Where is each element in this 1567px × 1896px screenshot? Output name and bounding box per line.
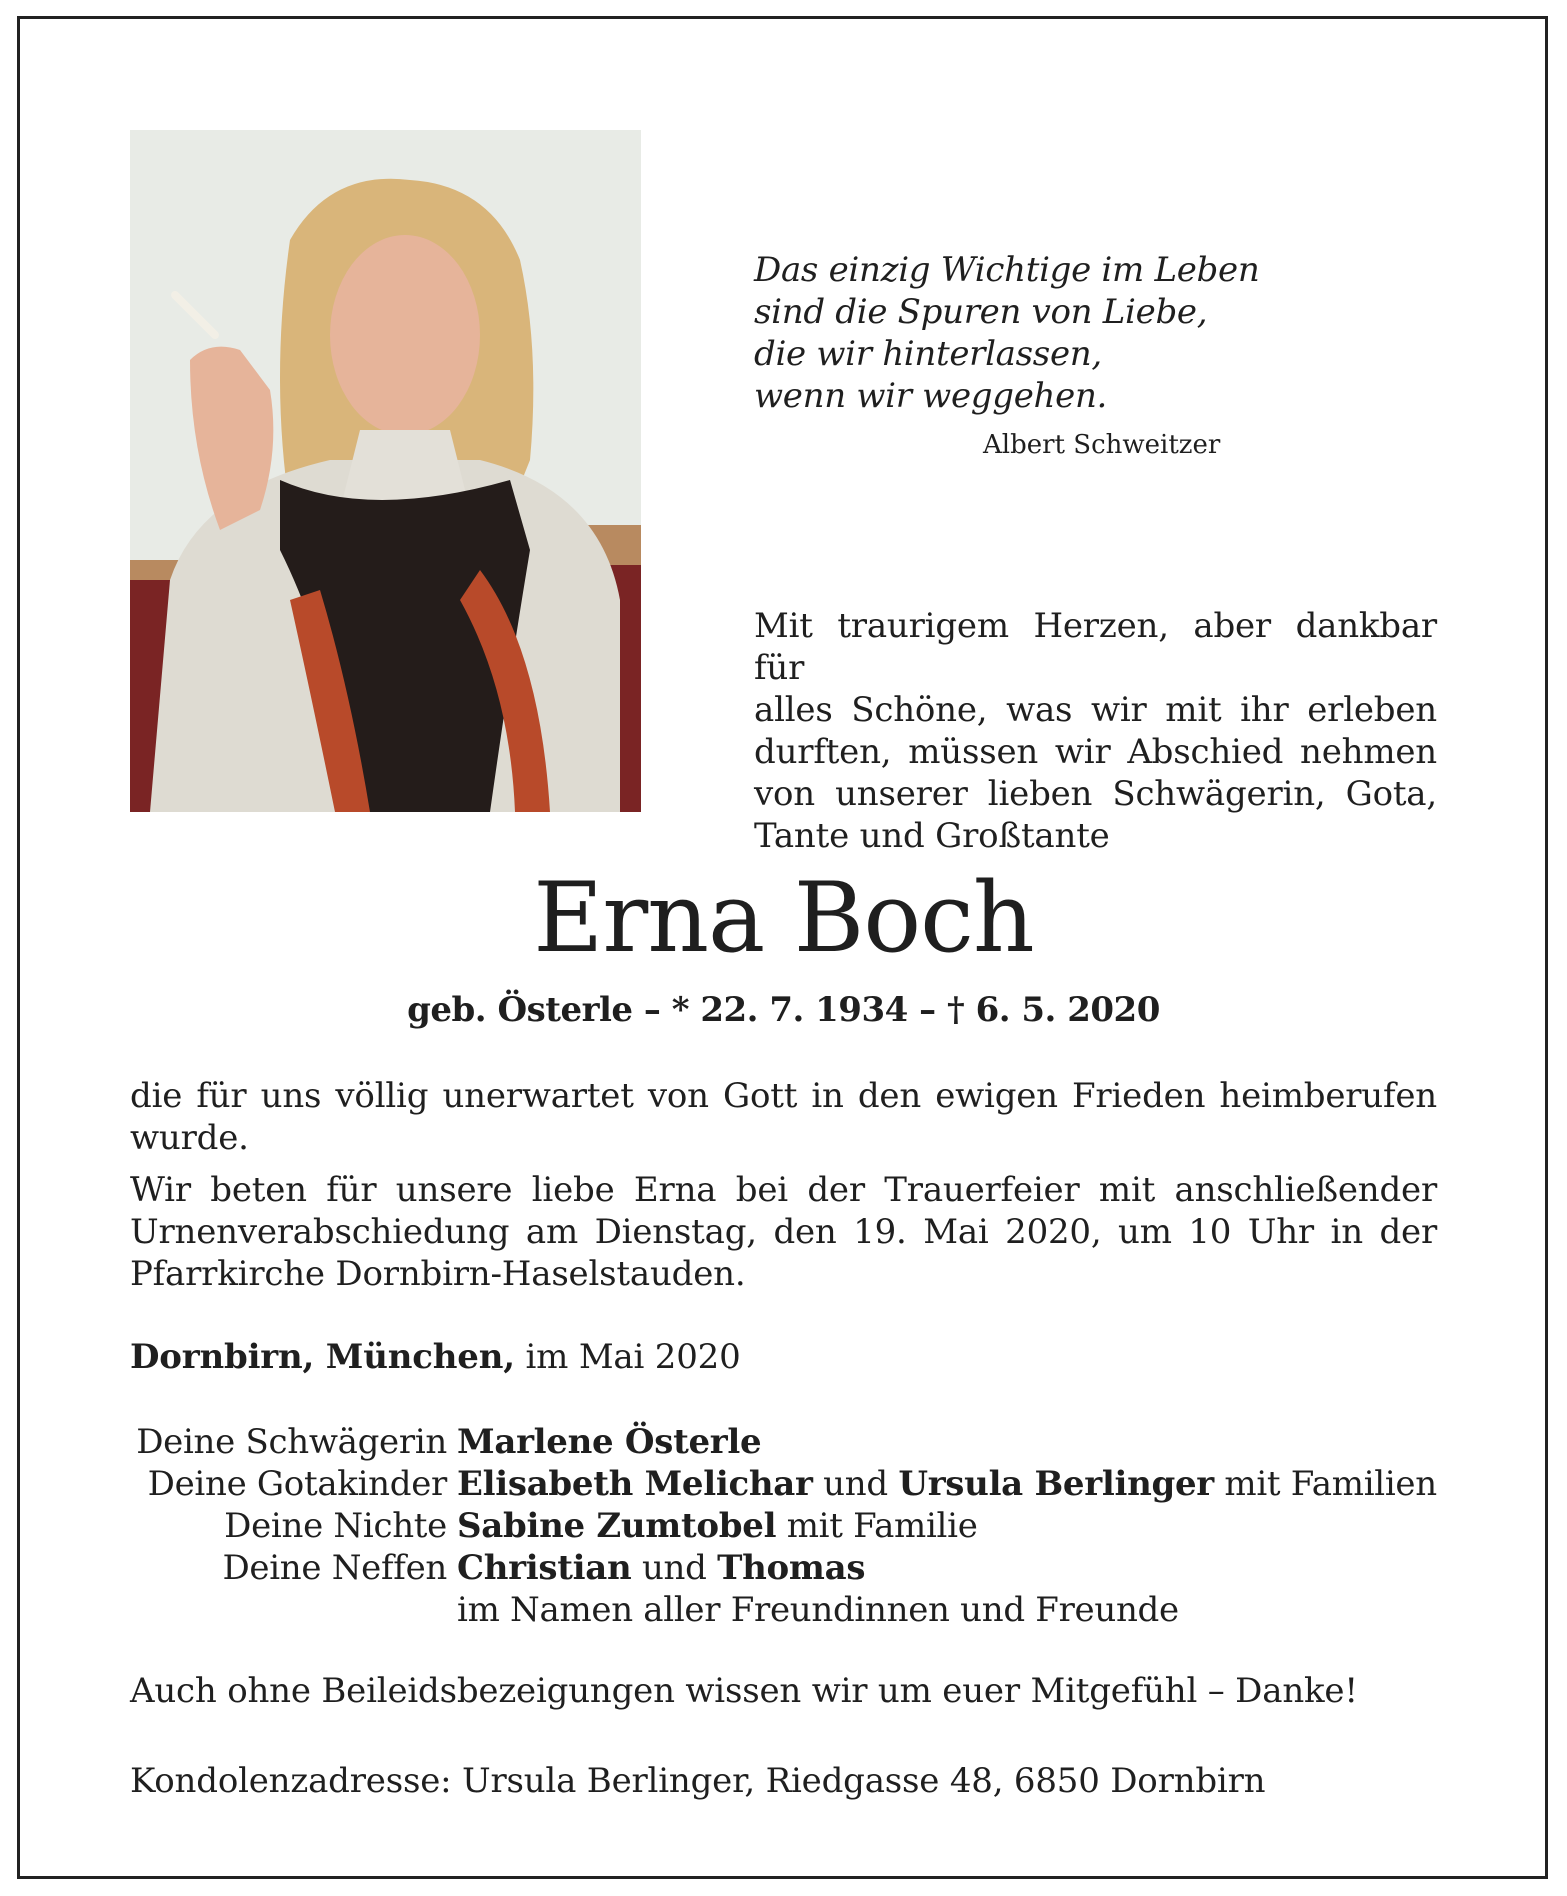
quote-line: sind die Spuren von Liebe, — [754, 292, 1208, 332]
quote-line: wenn wir weggehen. — [754, 376, 1108, 416]
paragraph-line: die für uns völlig unerwartet von Gott in den ewigen Frieden heimberufen — [130, 1076, 1437, 1116]
relation-label: Deine Nichte — [224, 1506, 447, 1546]
birth-death-dates: geb. Österle – * 22. 7. 1934 – † 6. 5. 2020 — [407, 990, 1160, 1030]
intro-line: durften, müssen wir Abschied nehmen — [754, 732, 1437, 772]
announcement-paragraph — [130, 1075, 1437, 1159]
mourner-name: Marlene Österle — [457, 1422, 762, 1462]
paragraph-line: wurde. — [130, 1118, 249, 1158]
quote-line: die wir hinterlassen, — [754, 334, 1102, 374]
mourner-row — [130, 1421, 1440, 1463]
paragraph-line: Pfarrkirche Dornbirn-Haselstauden. — [130, 1254, 746, 1294]
suffix: mit Familie — [776, 1506, 978, 1546]
mourners-list — [130, 1421, 1440, 1631]
quote-text — [754, 249, 1259, 417]
place-names: Dornbirn, München, — [130, 1337, 515, 1377]
suffix: mit Familien — [1213, 1464, 1437, 1504]
mourner-row — [130, 1547, 1440, 1589]
conjunction: und — [812, 1464, 899, 1504]
mourner-name: Elisabeth Melichar — [457, 1464, 813, 1504]
quote-line: Das einzig Wichtige im Leben — [754, 250, 1260, 290]
relation-label: Deine Gotakinder — [147, 1464, 447, 1504]
condolence-address: Kondolenzadresse: Ursula Berlinger, Riedgasse 48, 6850 Dornbirn — [130, 1761, 1266, 1801]
mourner-name: Christian — [457, 1548, 632, 1588]
place-date: im Mai 2020 — [514, 1337, 741, 1377]
mourner-name: Sabine Zumtobel — [457, 1506, 777, 1546]
mourner-row — [130, 1463, 1440, 1505]
intro-line: alles Schöne, was wir mit ihr erleben — [754, 690, 1437, 730]
thanks-line: Auch ohne Beileidsbezeigungen wissen wir um euer Mitgefühl – Danke! — [130, 1671, 1358, 1711]
paragraph-line: Urnenverabschiedung am Dienstag, den 19. Mai 2020, um 10 Uhr in der — [130, 1212, 1437, 1252]
portrait-photo — [130, 130, 641, 812]
intro-line: Mit traurigem Herzen, aber dankbar für — [754, 606, 1437, 688]
friends-line: im Namen aller Freundinnen und Freunde — [457, 1590, 1179, 1630]
relation-label: Deine Neffen — [222, 1548, 447, 1588]
mourner-row — [130, 1505, 1440, 1547]
quote-author: Albert Schweitzer — [983, 430, 1221, 460]
ceremony-paragraph — [130, 1169, 1437, 1295]
intro-line: Tante und Großtante — [754, 816, 1110, 856]
deceased-name: Erna Boch — [533, 862, 1034, 974]
conjunction: und — [631, 1548, 718, 1588]
intro-paragraph — [754, 605, 1437, 857]
relation-label: Deine Schwägerin — [136, 1422, 447, 1462]
mourner-name: Ursula Berlinger — [898, 1464, 1214, 1504]
intro-line: von unserer lieben Schwägerin, Gota, — [754, 774, 1437, 814]
place-date-line — [130, 1337, 741, 1377]
paragraph-line: Wir beten für unsere liebe Erna bei der Trauerfeier mit anschließender — [130, 1170, 1437, 1210]
mourner-row — [130, 1589, 1440, 1631]
mourner-name: Thomas — [717, 1548, 866, 1588]
